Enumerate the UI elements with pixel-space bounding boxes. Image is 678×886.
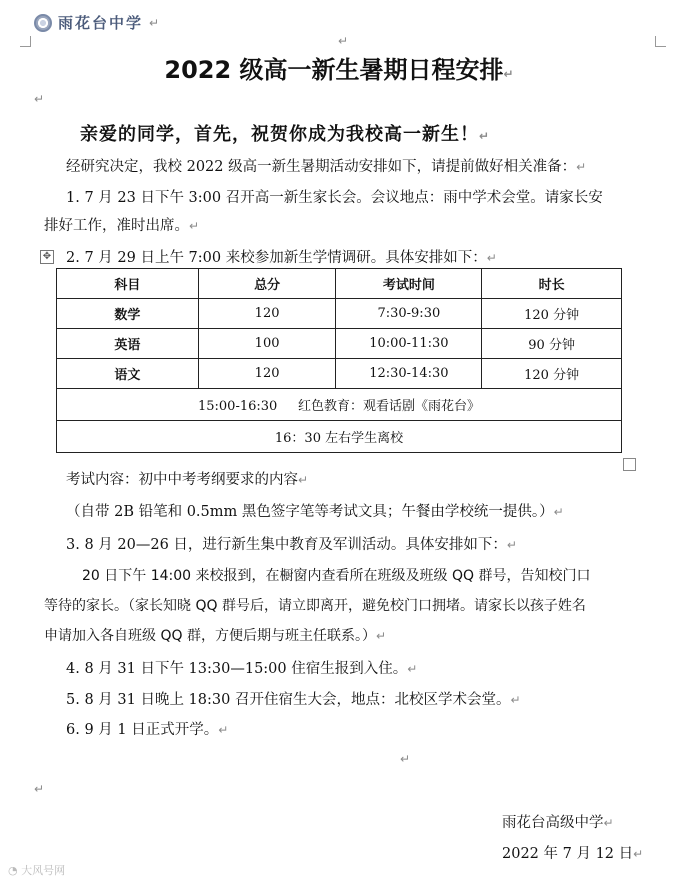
cell-total: 100 (198, 329, 336, 359)
item-3-detail-line-1: 20 日下午 14:00 来校报到，在橱窗内查看所在班级及班级 QQ 群号，告知校门口 (82, 568, 591, 584)
intro-paragraph: 经研究决定，我校 2022 级高一新生暑期活动安排如下，请提前做好相关准备：↵ (66, 159, 587, 175)
cell-duration: 90 分钟 (482, 329, 622, 359)
item-6: 6. 9 月 1 日正式开学。↵ (66, 722, 229, 738)
cell-subject: 语文 (57, 359, 199, 389)
cell-subject: 数学 (57, 299, 199, 329)
paragraph-mark: ↵ (34, 92, 45, 106)
item-3: 3. 8 月 20—26 日，进行新生集中教育及军训活动。具体安排如下：↵ (66, 537, 517, 553)
watermark-logo-icon: ◔ (8, 864, 18, 877)
item-1-line-2: 排好工作，准时出席。↵ (44, 218, 200, 234)
cell-dismissal: 16：30 左右学生离校 (57, 421, 622, 453)
cell-time: 7:30-9:30 (336, 299, 482, 329)
item-5: 5. 8 月 31 日晚上 18:30 召开住宿生大会，地点：北校区学术会堂。↵ (66, 692, 521, 708)
table-row-activity (57, 389, 622, 421)
exam-note: （自带 2B 铅笔和 0.5mm 黑色签字笔等考试文具；午餐由学校统一提供。）↵ (66, 504, 564, 520)
exam-schedule-table (56, 268, 622, 453)
table-move-anchor-icon[interactable]: ✥ (40, 250, 54, 264)
cell-total: 120 (198, 359, 336, 389)
cell-subject: 英语 (57, 329, 199, 359)
cell-total: 120 (198, 299, 336, 329)
paragraph-mark: ↵ (34, 782, 45, 796)
margin-corner-mark (20, 36, 31, 47)
school-logo: 雨花台中学 ↵ (34, 12, 159, 33)
item-3-detail-line-2: 等待的家长。（家长知晓 QQ 群号后，请立即离开，避免校门口拥堵。请家长以孩子姓名 (44, 598, 586, 614)
item-1-line-1: 1. 7 月 23 日下午 3:00 召开高一新生家长会。会议地点：雨中学术会堂。请家长安 (66, 190, 603, 206)
header-duration: 时长 (482, 269, 622, 299)
table-resize-handle[interactable] (623, 458, 636, 471)
header-exam-time: 考试时间 (336, 269, 482, 299)
cell-duration: 120 分钟 (482, 299, 622, 329)
table-header-row (57, 269, 622, 299)
header-subject: 科目 (57, 269, 199, 299)
paragraph-mark: ↵ (400, 752, 411, 766)
greeting: 亲爱的同学，首先，祝贺你成为我校高一新生！↵ (80, 124, 491, 145)
cell-time: 12:30-14:30 (336, 359, 482, 389)
exam-content: 考试内容：初中中考考纲要求的内容↵ (66, 472, 309, 488)
school-emblem-icon (34, 14, 52, 32)
paragraph-mark: ↵ (338, 34, 349, 48)
cell-time: 10:00-11:30 (336, 329, 482, 359)
table-row (57, 299, 622, 329)
signature-date: 2022 年 7 月 12 日↵ (502, 846, 644, 862)
document-title: 2022 级高一新生暑期日程安排↵ (164, 56, 514, 84)
table-row (57, 359, 622, 389)
header-total: 总分 (198, 269, 336, 299)
item-4: 4. 8 月 31 日下午 13:30—15:00 住宿生报到入住。↵ (66, 661, 418, 677)
cell-duration: 120 分钟 (482, 359, 622, 389)
table-row-dismissal (57, 421, 622, 453)
item-3-detail-line-3: 申请加入各自班级 QQ 群，方便后期与班主任联系。）↵ (44, 628, 387, 644)
signature-organization: 雨花台高级中学↵ (502, 815, 614, 831)
table-row (57, 329, 622, 359)
cell-red-education: 15:00-16:30 红色教育：观看话剧《雨花台》 (57, 389, 622, 421)
margin-corner-mark (655, 36, 666, 47)
watermark: ◔ 大风号网 (8, 864, 66, 877)
item-2: 2. 7 月 29 日上午 7:00 来校参加新生学情调研。具体安排如下：↵ (66, 250, 497, 266)
school-logo-text: 雨花台中学 (58, 14, 144, 32)
